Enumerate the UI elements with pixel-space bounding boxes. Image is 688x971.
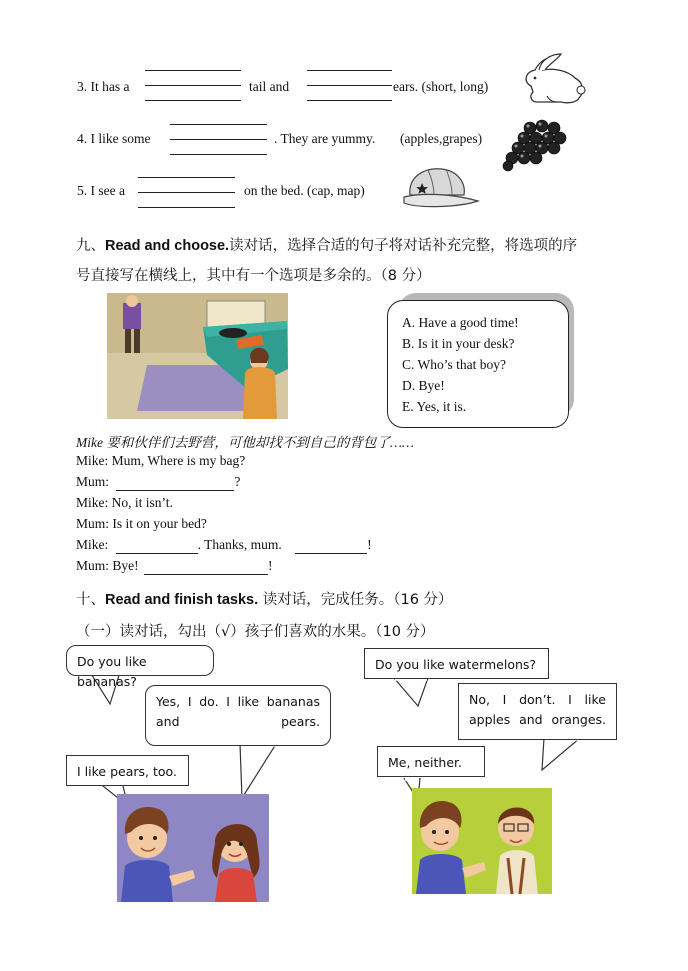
- bubble-tail: [236, 744, 286, 800]
- kids-picture-right: [412, 788, 552, 894]
- question-text: . They are yummy.: [274, 131, 376, 146]
- speaker: Mum:: [76, 558, 110, 573]
- speaker: Mike:: [76, 453, 109, 468]
- question-4: [77, 131, 151, 147]
- answer-line[interactable]: [138, 207, 235, 208]
- question-text: on the bed. (cap, map): [244, 183, 365, 198]
- speech-bubble: [145, 685, 331, 746]
- rabbit-image: [517, 52, 589, 108]
- speech-bubble: [66, 645, 214, 689]
- answer-line[interactable]: [170, 154, 267, 155]
- section-9-instruction-2: 号直接写在横线上，其中有一个选项是多余的。（8 分）: [76, 268, 431, 284]
- section-title: Read and finish tasks.: [105, 592, 259, 608]
- speaker: Mum:: [76, 474, 110, 489]
- answer-line[interactable]: [170, 139, 267, 140]
- bubble-text: Do you like watermelons?: [375, 657, 537, 672]
- question-number: 5.: [77, 183, 88, 198]
- grapes-image: [500, 116, 574, 172]
- speaker: Mike:: [76, 537, 109, 552]
- dialogue-text: Mum, Where is my bag?: [111, 453, 246, 468]
- dialogue-line: [76, 474, 240, 491]
- dialogue-line: [76, 453, 245, 469]
- option-e: E. Yes, it is.: [402, 399, 467, 414]
- sub-task-1: （一）读对话，勾出（√）孩子们喜欢的水果。（10 分）: [76, 624, 435, 640]
- dialogue-line: [76, 516, 207, 532]
- dialogue-text: !: [268, 558, 273, 573]
- dialogue-text: ?: [234, 474, 241, 489]
- answer-line[interactable]: [295, 537, 367, 554]
- answer-line[interactable]: [138, 177, 235, 178]
- bubble-text: Yes, I do. I like bananas and pears.: [156, 694, 320, 729]
- question-3: [77, 79, 129, 95]
- bubble-text: Do you like bananas?: [77, 654, 147, 689]
- speech-bubble: [364, 648, 549, 679]
- question-number: 3.: [77, 79, 88, 94]
- option-a: A. Have a good time!: [402, 315, 519, 330]
- dialogue-text: . Thanks, mum.: [197, 537, 282, 552]
- section-instruction: 读对话，选择合适的句子将对话补充完整，将选项的序: [229, 238, 578, 254]
- option-d: D. Bye!: [402, 378, 445, 393]
- section-9-heading: [76, 234, 577, 255]
- section-instruction: 读对话，完成任务。（16 分）: [262, 592, 453, 608]
- section-title: Read and choose.: [105, 238, 230, 254]
- dialogue-line: [76, 558, 273, 575]
- answer-line[interactable]: [145, 100, 241, 101]
- dialogue-text: No, it isn’t.: [111, 495, 173, 510]
- speech-bubble: [458, 683, 617, 740]
- question-text: I see a: [90, 183, 125, 198]
- bubble-tail: [388, 678, 448, 708]
- dialogue-text: Bye!: [112, 558, 139, 573]
- section-10-heading: [76, 588, 453, 609]
- bubble-text: No, I don’t. I like apples and oranges.: [469, 692, 606, 727]
- section-number: 十、: [76, 592, 105, 608]
- answer-line[interactable]: [145, 85, 241, 86]
- answer-line[interactable]: [144, 558, 268, 575]
- dialogue-text: Is it on your bed?: [112, 516, 207, 531]
- section-number: 九、: [76, 238, 105, 254]
- bubble-tail: [540, 738, 590, 772]
- question-text: tail and: [249, 79, 290, 94]
- dialogue-intro: Mike 要和伙伴们去野营，可他却找不到自己的背包了……: [76, 435, 414, 450]
- question-text: ears. (short, long): [393, 79, 489, 94]
- bubble-text: Me, neither.: [388, 755, 462, 770]
- answer-line[interactable]: [170, 124, 267, 125]
- bubble-text: I like pears, too.: [77, 764, 177, 779]
- dialogue-line: [76, 495, 173, 511]
- answer-line[interactable]: [138, 192, 235, 193]
- options-box: [387, 300, 569, 428]
- answer-line[interactable]: [116, 474, 234, 491]
- option-b: B. Is it in your desk?: [402, 336, 515, 351]
- kids-picture-left: [117, 794, 269, 902]
- answer-line[interactable]: [307, 85, 392, 86]
- question-number: 4.: [77, 131, 88, 146]
- question-text: I like some: [90, 131, 151, 146]
- bedroom-scene-image: [107, 293, 288, 419]
- answer-line[interactable]: [307, 70, 392, 71]
- option-c: C. Who’s that boy?: [402, 357, 506, 372]
- speech-bubble: [66, 755, 189, 786]
- dialogue-line: [76, 537, 372, 554]
- dialogue-text: !: [367, 537, 372, 552]
- question-5: [77, 183, 125, 199]
- question-text: It has a: [90, 79, 130, 94]
- answer-line[interactable]: [116, 537, 198, 554]
- question-hint: (apples,grapes): [400, 131, 483, 146]
- answer-line[interactable]: [307, 100, 392, 101]
- cap-image: [400, 163, 480, 213]
- speaker: Mum:: [76, 516, 110, 531]
- answer-line[interactable]: [145, 70, 241, 71]
- speaker: Mike:: [76, 495, 109, 510]
- speech-bubble: [377, 746, 485, 777]
